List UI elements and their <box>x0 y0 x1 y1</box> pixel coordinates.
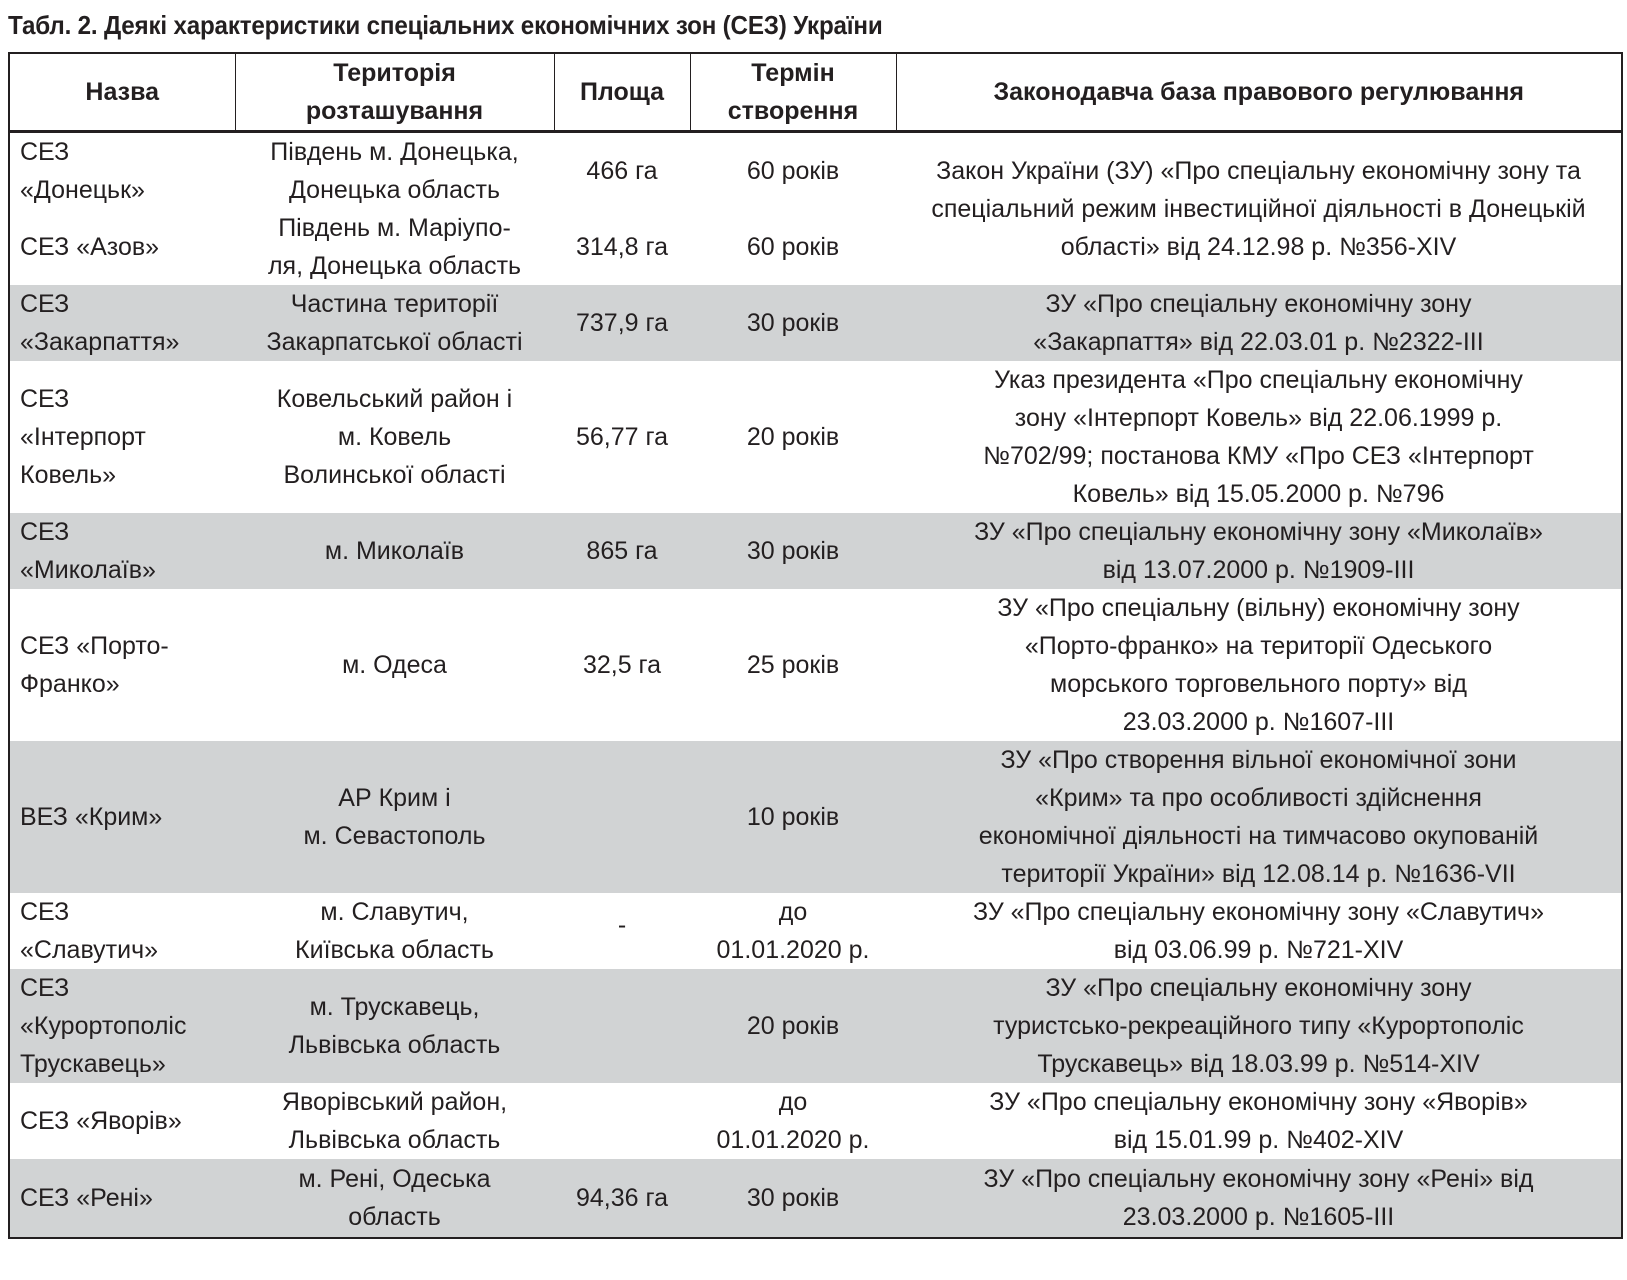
cell-area: - <box>617 911 627 939</box>
cell-territory: м. Рені, Одеська область <box>235 1159 554 1237</box>
table-row-mykolaiv <box>10 513 1621 589</box>
cell-name: СЕЗ «Славутич» <box>20 898 159 964</box>
cell-term: 30 років <box>690 285 896 361</box>
cell-territory: м. Одеса <box>342 651 447 679</box>
cell-area: 32,5 га <box>582 651 662 679</box>
cell-area <box>554 741 690 893</box>
cell-term: 60 років <box>746 157 840 185</box>
header-term: Термін створення <box>690 54 896 132</box>
cell-law: ЗУ «Про спеціальну економічну зону «Славутич» від 03.06.99 р. №721-XIV <box>973 898 1544 964</box>
cell-territory: Південь м. Маріупо- ля, Донецька область <box>267 214 522 280</box>
table-caption: Табл. 2. Деякі характеристики спеціальних економічних зон (СЕЗ) України <box>8 10 883 40</box>
cell-name: СЕЗ «Миколаїв» <box>10 513 235 589</box>
header-law: Законодавча база правового регулювання <box>896 54 1621 132</box>
cell-area: 314,8 га <box>576 233 668 261</box>
table-row-interport-kovel <box>10 361 1621 513</box>
cell-name: СЕЗ «Закарпаття» <box>10 285 235 361</box>
cell-area: 56,77 га <box>576 423 668 451</box>
cell-law: ЗУ «Про спеціальну економічну зону туристсько-рекреаційного типу «Курортополіс Трускавець» від 18.03.99 р. №514-XIV <box>896 969 1621 1083</box>
table-row-slavutych <box>10 893 1621 969</box>
header-name: Назва <box>10 54 235 132</box>
cell-law: ЗУ «Про створення вільної економічної зони «Крим» та про особливості здійснення економічної діяльності на тимчасово окупованій території України» від 12.08.14 р. №1636-VII <box>896 741 1621 893</box>
cell-territory: Південь м. Донецька, Донецька область <box>270 138 519 204</box>
cell-territory: м. Миколаїв <box>235 513 554 589</box>
cell-territory: м. Трускавець, Львівська область <box>235 969 554 1083</box>
cell-name: СЕЗ «Азов» <box>20 233 160 261</box>
cell-law: ЗУ «Про спеціальну економічну зону «Рені» від 23.03.2000 р. №1605-III <box>896 1159 1621 1237</box>
header-territory: Територія розташування <box>235 54 554 132</box>
table-row-reni <box>10 1159 1621 1237</box>
cell-law: Закон України (ЗУ) «Про спеціальну економічну зону та спеціальний режим інвестиційної діяльності в Донецькій області» від 24.12.98 р. №356-XIV <box>931 157 1586 261</box>
cell-term: до 01.01.2020 р. <box>716 898 870 964</box>
header-area: Площа <box>554 54 690 132</box>
cell-territory: Яворівський район, Львівська область <box>281 1088 508 1154</box>
cell-term: до 01.01.2020 р. <box>716 1088 870 1154</box>
cell-term: 10 років <box>690 741 896 893</box>
table-row-donetsk <box>10 132 1621 210</box>
cell-term: 20 років <box>690 969 896 1083</box>
cell-name: СЕЗ «Рені» <box>10 1159 235 1237</box>
cell-name: СЕЗ «Інтерпорт Ковель» <box>20 385 146 489</box>
table-header-row <box>10 54 1621 132</box>
cell-territory: АР Крим і м. Севастополь <box>235 741 554 893</box>
cell-territory: Ковельський район і м. Ковель Волинської області <box>276 385 513 489</box>
cell-law: ЗУ «Про спеціальну (вільну) економічну зону «Порто-франко» на території Одеського морського торговельного порту» від 23.03.2000 р. №1607-III <box>997 594 1520 736</box>
cell-name: СЕЗ «Яворів» <box>20 1107 182 1135</box>
cell-name: СЕЗ «Донецьк» <box>20 138 145 204</box>
cell-law: ЗУ «Про спеціальну економічну зону «Миколаїв» від 13.07.2000 р. №1909-III <box>896 513 1621 589</box>
table-row-truskavets <box>10 969 1621 1083</box>
cell-area <box>554 1083 690 1159</box>
cell-term: 20 років <box>746 423 840 451</box>
cell-area: 94,36 га <box>554 1159 690 1237</box>
cell-area: 466 га <box>586 157 658 185</box>
table-row-porto-franko <box>10 589 1621 741</box>
sez-table <box>8 52 1623 1239</box>
cell-term: 60 років <box>746 233 840 261</box>
cell-law: ЗУ «Про спеціальну економічну зону «Закарпаття» від 22.03.01 р. №2322-III <box>896 285 1621 361</box>
cell-territory: м. Славутич, Київська область <box>295 898 494 964</box>
cell-law: ЗУ «Про спеціальну економічну зону «Яворів» від 15.01.99 р. №402-XIV <box>989 1088 1528 1154</box>
cell-name: ВЕЗ «Крим» <box>10 741 235 893</box>
cell-term: 30 років <box>690 1159 896 1237</box>
table-row-krym <box>10 741 1621 893</box>
cell-area: 737,9 га <box>554 285 690 361</box>
table-row-yavoriv <box>10 1083 1621 1159</box>
table-row-zakarpattia <box>10 285 1621 361</box>
cell-territory: Частина території Закарпатської області <box>235 285 554 361</box>
cell-term: 25 років <box>746 651 840 679</box>
cell-law: Указ президента «Про спеціальну економічну зону «Інтерпорт Ковель» від 22.06.1999 р. №702/99; постанова КМУ «Про СЕЗ «Інтерпорт Ковель» від 15.05.2000 р. №796 <box>983 366 1534 508</box>
cell-name: СЕЗ «Порто- Франко» <box>20 632 169 698</box>
cell-term: 30 років <box>690 513 896 589</box>
cell-area <box>554 969 690 1083</box>
cell-name: СЕЗ «Курортополіс Трускавець» <box>10 969 235 1083</box>
cell-area: 865 га <box>554 513 690 589</box>
